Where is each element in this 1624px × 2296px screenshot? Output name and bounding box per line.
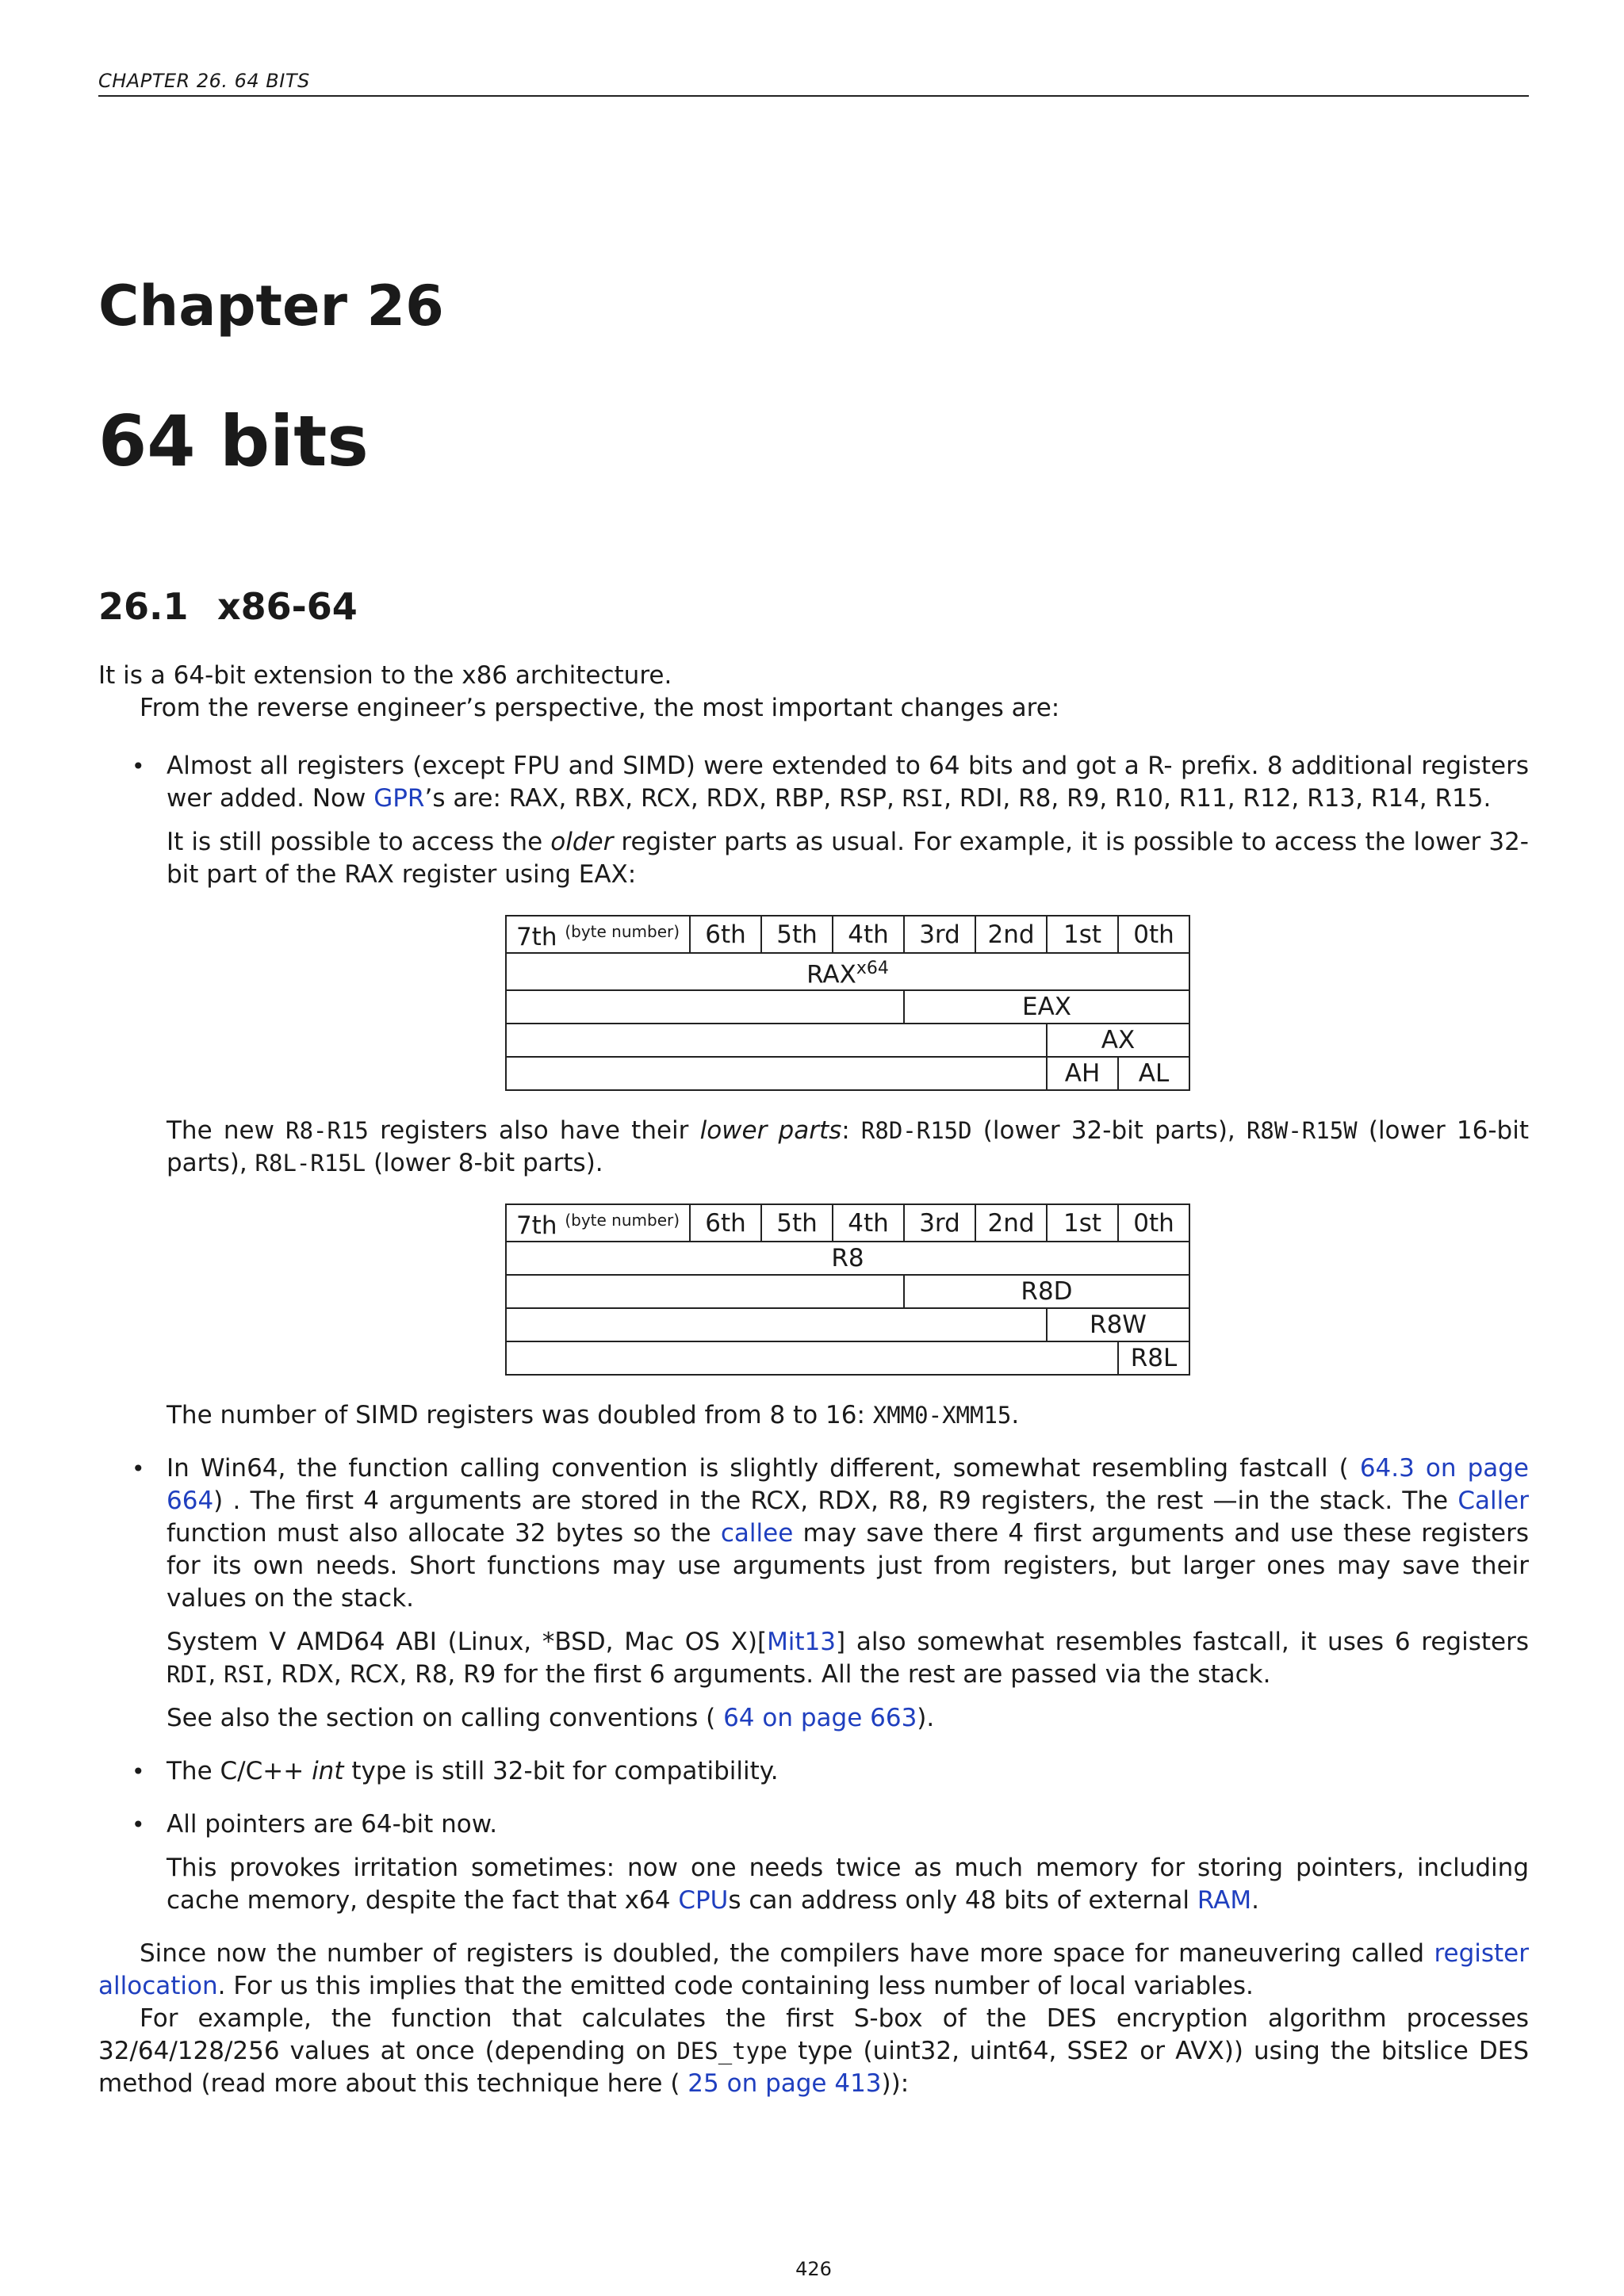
eax-cell: EAX [904,990,1189,1024]
list-item [98,1755,1529,1788]
r8-register-table [505,1203,1190,1376]
table-row [506,1204,1189,1242]
ref-link-64-3[interactable]: 64.3 on page 664 [167,1454,1529,1516]
table-row [506,1308,1189,1341]
table-row [506,1057,1189,1090]
table-cell: 0th [1118,1204,1189,1242]
ax-cell: AX [1047,1024,1189,1057]
chapter-title: 64 bits [98,400,369,482]
table-row [506,990,1189,1024]
table-cell: 3rd [904,1204,975,1242]
list-item [98,1808,1529,1917]
table-cell: 5th [761,1204,833,1242]
r8l-cell: R8L [1118,1341,1189,1375]
body-text [98,660,1529,2100]
paragraph: For example, the function that calculates the first S-box of the DES encryption algorithm processes 32/64/128/256 values at once (depending on DES_type type (uint32, uint64, SSE2 or AVX)) using the bitslice DES method (read more about this technique here ( 25 on page 413)): [98,2004,1529,2099]
table-cell: 3rd [904,916,975,953]
table-row [506,1341,1189,1375]
table-cell: 6th [690,1204,761,1242]
table-cell: 0th [1118,916,1189,953]
paragraph: • All pointers are 64-bit now. [167,1810,498,1839]
table-cell: 7th $^{(byte number)}$ [506,1204,690,1242]
table-cell: 5th [761,916,833,953]
table-cell: 7th $^{(byte number)}$ [506,916,690,953]
empty-cell [506,1275,904,1308]
page-number: 426 [795,2258,832,2280]
ref-link-25[interactable]: 25 on page 413 [688,2069,882,2099]
table-cell: 1st [1047,1204,1118,1242]
paragraph: • Almost all registers (except FPU and SIMD) were extended to 64 bits and got a R- prefix. 8 additional registers wer added. Now GPR’s are: RAX, RBX, RCX, RDX, RBP, RSP, RSI, RDI, R8, R9, R10, R11, R12, R13, R14, R15. [167,752,1529,813]
empty-cell [506,990,904,1024]
empty-cell [506,1308,1047,1341]
ah-cell: AH [1047,1057,1118,1090]
gpr-link[interactable]: GPR [373,784,425,813]
paragraph: This provokes irritation sometimes: now one needs twice as much memory for storing pointers, including cache memory, despite the fact that x64 CPUs can address only 48 bits of external RAM. [167,1854,1529,1915]
section-number: 26.1 [98,585,189,628]
intro-paragraph-2: From the reverse engineer’s perspective, the most important changes are: [140,694,1060,722]
section-title [98,585,358,628]
r8w-cell: R8W [1047,1308,1189,1341]
caller-link[interactable]: Caller [1457,1487,1529,1516]
table-row [506,1242,1189,1275]
changes-list [98,750,1529,1917]
r8-cell: R8 [506,1242,1189,1275]
table-cell: 2nd [975,1204,1047,1242]
paragraph: It is still possible to access the older register parts as usual. For example, it is possible to access the lower 32-bit part of the RAX register using EAX: [167,828,1529,889]
paragraph: The new R8-R15 registers also have their lower parts: R8D-R15D (lower 32-bit parts), R8W-R15W (lower 16-bit parts), R8L-R15L (lower 8-bit parts). [167,1116,1529,1178]
table-row [506,953,1189,990]
al-cell: AL [1118,1057,1189,1090]
ram-link[interactable]: RAM [1197,1886,1252,1915]
paragraph: • The C/C++ int type is still 32-bit for compatibility. [167,1757,779,1786]
section-name: x86-64 [217,585,358,628]
empty-cell [506,1057,1047,1090]
empty-cell [506,1024,1047,1057]
page [98,0,1529,2296]
list-item [98,1452,1529,1735]
table-cell: 4th [833,1204,904,1242]
paragraph: See also the section on calling conventions ( 64 on page 663). [167,1704,935,1733]
table-row [506,916,1189,953]
callee-link[interactable]: callee [720,1519,794,1548]
cpu-link[interactable]: CPU [678,1886,729,1915]
table-cell: 2nd [975,916,1047,953]
paragraph: The number of SIMD registers was doubled from 8 to 16: XMM0-XMM15. [167,1401,1020,1430]
ref-link-64[interactable]: 64 on page 663 [723,1704,917,1733]
rax-cell: $RAX^{x64}$ [506,953,1189,990]
paragraph: System V AMD64 ABI (Linux, *BSD, Mac OS X)[Mit13] also somewhat resembles fastcall, it uses 6 registers RDI, RSI, RDX, RCX, R8, R9 for the first 6 arguments. All the rest are passed via the stack. [167,1628,1529,1689]
mit13-link[interactable]: Mit13 [767,1628,837,1657]
table-cell: 4th [833,916,904,953]
table-row [506,1275,1189,1308]
table-cell: 6th [690,916,761,953]
paragraph: • In Win64, the function calling convention is slightly different, somewhat resembling fastcall ( 64.3 on page 664) . The first 4 arguments are stored in the RCX, RDX, R8, R9 registers, the rest —in the stack. The Caller function must also allocate 32 bytes so the callee may save there 4 first arguments and use these registers for its own needs. Short functions may use arguments just from registers, but larger ones may save their values on the stack. [167,1454,1529,1613]
paragraph: Since now the number of registers is doubled, the compilers have more space for maneuvering called register allocation. For us this implies that the emitted code containing less number of local variables. [98,1939,1529,2001]
r8d-cell: R8D [904,1275,1189,1308]
intro-paragraph: It is a 64-bit extension to the x86 architecture. [98,661,672,690]
list-item [98,750,1529,1432]
rax-register-table [505,915,1190,1091]
table-cell: 1st [1047,916,1118,953]
register-allocation-link[interactable]: register allocation [98,1939,1529,2001]
table-row [506,1024,1189,1057]
running-header: CHAPTER 26. 64 BITS [98,70,1529,97]
empty-cell [506,1341,1118,1375]
chapter-label: Chapter 26 [98,274,444,339]
